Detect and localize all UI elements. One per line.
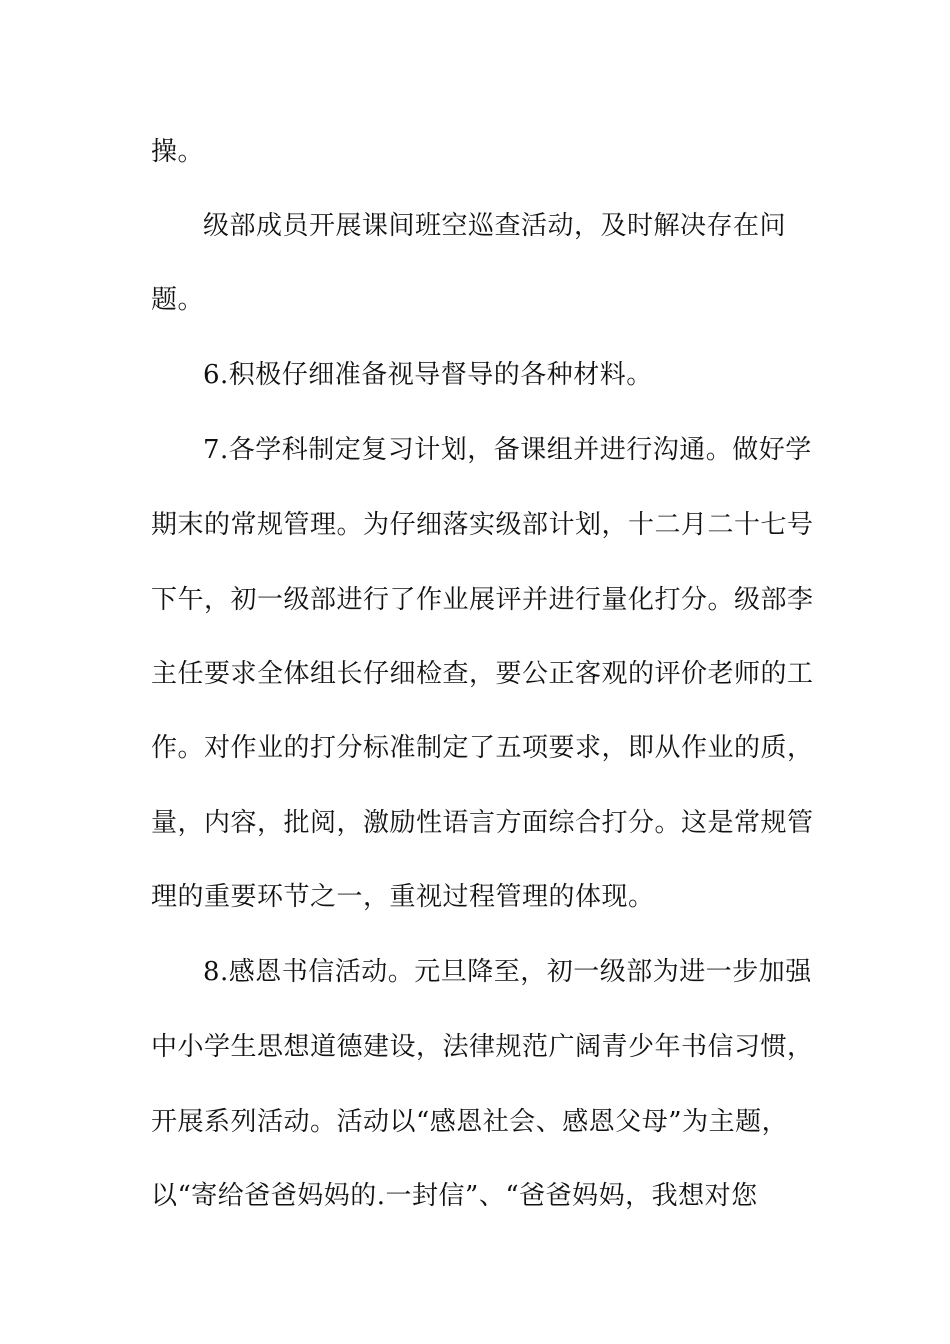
paragraph-line: 级部成员开展课间班空巡查活动，及时解决存在问 xyxy=(203,211,787,241)
paragraph-line: 8.感恩书信活动。元旦降至，初一级部为进一步加强 xyxy=(203,957,812,987)
text-line: 主任要求全体组长仔细检查，要公正客观的评价老师的工 xyxy=(151,659,814,689)
text-line: 期末的常规管理。为仔细落实级部计划，十二月二十七号 xyxy=(151,510,814,540)
paragraph-line: 7.各学科制定复习计划，备课组并进行沟通。做好学 xyxy=(203,435,812,465)
paragraph-line: 6.积极仔细准备视导督导的各种材料。 xyxy=(203,360,653,390)
text-line: 下午，初一级部进行了作业展评并进行量化打分。级部李 xyxy=(151,585,814,615)
text-line: 题。 xyxy=(151,285,205,315)
text-line: 开展系列活动。活动以“感恩社会、感恩父母”为主题， xyxy=(151,1107,789,1137)
text-line: 理的重要环节之一，重视过程管理的体现。 xyxy=(151,882,655,912)
text-line: 操。 xyxy=(151,137,205,167)
text-line: 以“寄给爸爸妈妈的.一封信”、“爸爸妈妈，我想对您 xyxy=(151,1181,758,1211)
text-line: 量，内容，批阅，激励性语言方面综合打分。这是常规管 xyxy=(151,808,814,838)
text-line: 中小学生思想道德建设，法律规范广阔青少年书信习惯， xyxy=(151,1032,814,1062)
text-line: 作。对作业的打分标准制定了五项要求，即从作业的质， xyxy=(151,733,814,763)
